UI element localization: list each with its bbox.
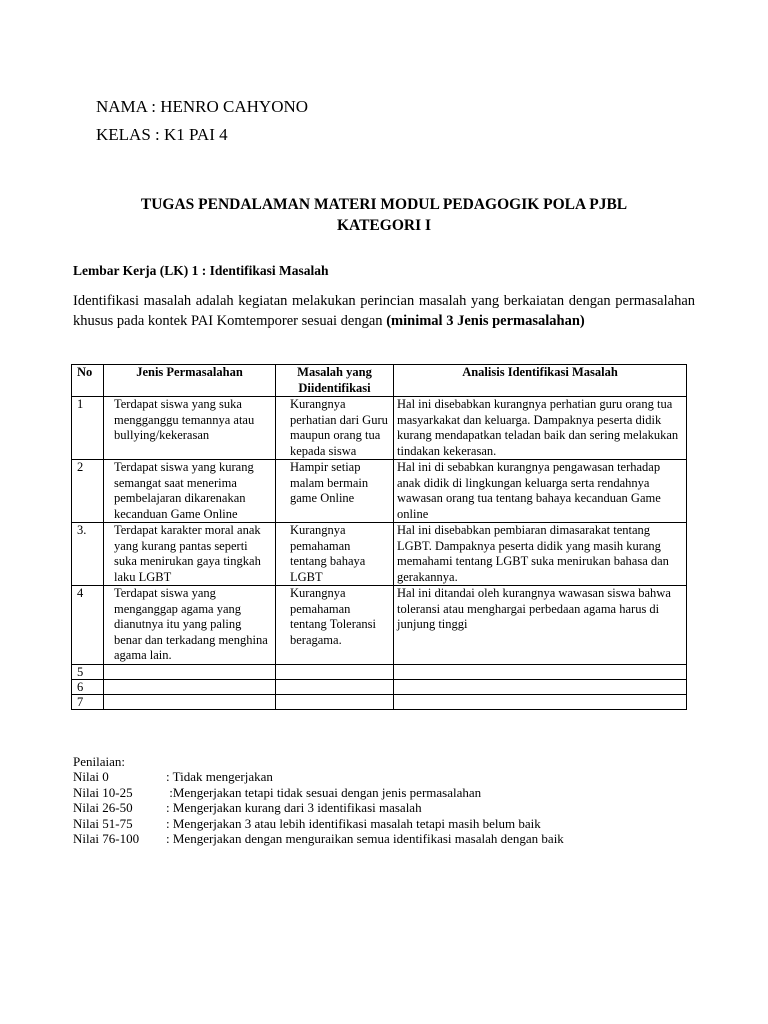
cell-jenis — [104, 664, 276, 679]
table-row — [72, 460, 687, 523]
grading-label: Nilai 76-100 — [73, 831, 140, 847]
table-row — [72, 397, 687, 460]
cell-no: 3. — [72, 523, 104, 586]
table-row-empty — [72, 694, 687, 709]
grading-heading: Penilaian: — [73, 754, 125, 769]
grading-label: Nilai 26-50 — [73, 800, 133, 816]
cell-analisis: Hal ini disebabkan kurangnya perhatian guru orang tua masyarkakat dan keluarga. Dampaknya peserta didik kurang mendapatkan teladan baik dan sering melakukan tindakan kekerasan. — [394, 397, 687, 460]
cell-jenis — [104, 694, 276, 709]
cell-jenis — [104, 679, 276, 694]
header-no: No — [72, 365, 104, 397]
grading-item — [73, 769, 564, 784]
grading-desc: : Mengerjakan dengan menguraikan semua identifikasi masalah dengan baik — [166, 831, 564, 847]
grading-label: Nilai 10-25 — [73, 784, 133, 800]
cell-analisis: Hal ini disebabkan pembiaran dimasarakat tentang LGBT. Dampaknya peserta didik yang masih kurang memahami tentang LGBT suka menirukan bahasa dan gerakannya. — [394, 523, 687, 586]
grading-item — [73, 785, 564, 800]
table-row — [72, 586, 687, 665]
cell-masalah: Hampir setiap malam bermain game Online — [276, 460, 394, 523]
grading-desc: : Mengerjakan kurang dari 3 identifikasi masalah — [166, 800, 422, 816]
cell-analisis: Hal ini ditandai oleh kurangnya wawasan siswa bahwa toleransi atau menghargai perbedaan agama harus di junjung tinggi — [394, 586, 687, 665]
cell-analisis — [394, 694, 687, 709]
cell-no: 2 — [72, 460, 104, 523]
grading-desc: : Tidak mengerjakan — [166, 769, 273, 785]
cell-jenis: Terdapat siswa yang kurang semangat saat menerima pembelajaran dikarenakan kecanduan Game Online — [104, 460, 276, 523]
grading-item — [73, 816, 564, 831]
worksheet-table — [71, 364, 687, 710]
cell-masalah: Kurangnya pemahaman tentang bahaya LGBT — [276, 523, 394, 586]
document-title-line-1: TUGAS PENDALAMAN MATERI MODUL PEDAGOGIK POLA PJBL — [140, 196, 628, 213]
cell-masalah — [276, 664, 394, 679]
cell-no: 6 — [72, 679, 104, 694]
cell-jenis: Terdapat karakter moral anak yang kurang pantas seperti suka menirukan gaya tingkah laku LGBT — [104, 523, 276, 586]
grading-section — [73, 754, 564, 846]
cell-no: 1 — [72, 397, 104, 460]
cell-no: 4 — [72, 586, 104, 665]
cell-jenis: Terdapat siswa yang suka mengganggu temannya atau bullying/kekerasan — [104, 397, 276, 460]
intro-emphasis: (minimal 3 Jenis permasalahan) — [386, 313, 585, 329]
table-row — [72, 523, 687, 586]
student-name: NAMA : HENRO CAHYONO — [96, 97, 309, 116]
grading-item — [73, 800, 564, 815]
cell-analisis — [394, 679, 687, 694]
table-row-empty — [72, 664, 687, 679]
cell-masalah — [276, 679, 394, 694]
grading-label: Nilai 51-75 — [73, 815, 133, 831]
table-row-empty — [72, 679, 687, 694]
cell-no: 7 — [72, 694, 104, 709]
cell-masalah: Kurangnya pemahaman tentang Toleransi beragama. — [276, 586, 394, 665]
header-jenis: Jenis Permasalahan — [104, 365, 276, 397]
cell-masalah: Kurangnya perhatian dari Guru maupun orang tua kepada siswa — [276, 397, 394, 460]
cell-masalah — [276, 694, 394, 709]
cell-analisis — [394, 664, 687, 679]
header-masalah: Masalah yang Diidentifikasi — [276, 365, 394, 397]
section-heading: Lembar Kerja (LK) 1 : Identifikasi Masalah — [73, 263, 329, 278]
table-header-row — [72, 365, 687, 397]
grading-desc: : Mengerjakan 3 atau lebih identifikasi masalah tetapi masih belum baik — [166, 815, 541, 831]
grading-item — [73, 831, 564, 846]
student-class: KELAS : K1 PAI 4 — [96, 125, 228, 144]
cell-no: 5 — [72, 664, 104, 679]
grading-desc: :Mengerjakan tetapi tidak sesuai dengan jenis permasalahan — [166, 784, 482, 800]
document-title-line-2: KATEGORI I — [336, 217, 432, 234]
cell-analisis: Hal ini di sebabkan kurangnya pengawasan terhadap anak didik di lingkungan keluarga serta rendahnya wawasan orang tua tentang bahaya kecanduan Game online — [394, 460, 687, 523]
document-title — [72, 194, 696, 236]
intro-paragraph — [73, 291, 695, 331]
cell-jenis: Terdapat siswa yang menganggap agama yang dianutnya itu yang paling benar dan terkadang menghina agama lain. — [104, 586, 276, 665]
intro-text: Identifikasi masalah adalah kegiatan melakukan perincian masalah yang berkaiatan dengan permasalahan khusus pada kontek PAI Komtemporer sesuai dengan — [73, 293, 695, 329]
grading-label: Nilai 0 — [73, 769, 109, 785]
header-analisis: Analisis Identifikasi Masalah — [394, 365, 687, 397]
